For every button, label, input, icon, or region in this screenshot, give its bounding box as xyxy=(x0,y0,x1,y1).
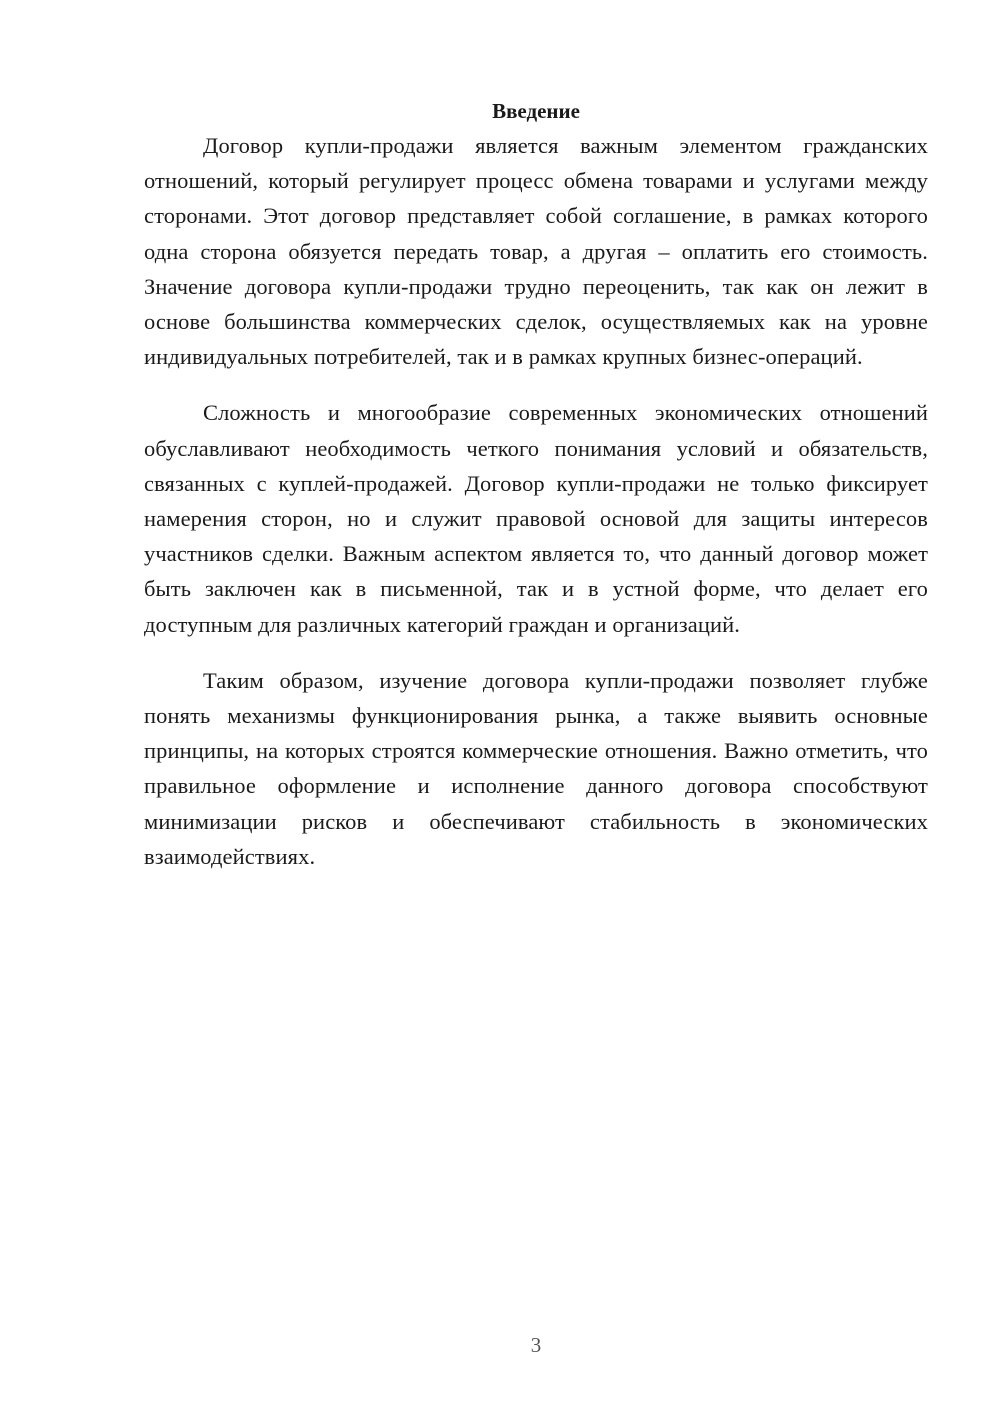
section-title: Введение xyxy=(492,99,580,123)
document-body xyxy=(144,94,928,874)
paragraph-2: Сложность и многообразие современных экономических отношений обуславливают необходимость четкого понимания условий и обязательств, связанных с куплей-продажей. Договор купли-продажи не только фиксирует намерения сторон, но и служит правовой основой для защиты интересов участников сделки. Важным аспектом является то, что данный договор может быть заключен как в письменной, так и в устной форме, что делает его доступным для различных категорий граждан и организаций. xyxy=(144,400,928,637)
page-number: 3 xyxy=(530,1333,542,1357)
paragraph-3: Таким образом, изучение договора купли-продажи позволяет глубже понять механизмы функционирования рынка, а также выявить основные принципы, на которых строятся коммерческие отношения. Важно отметить, что правильное оформление и исполнение данного договора способствуют минимизации рисков и обеспечивают стабильность в экономических взаимодействиях. xyxy=(144,667,928,869)
paragraph-1: Договор купли-продажи является важным элементом гражданских отношений, который регулирует процесс обмена товарами и услугами между сторонами. Этот договор представляет собой соглашение, в рамках которого одна сторона обязуется передать товар, а другая – оплатить его стоимость. Значение договора купли-продажи трудно переоценить, так как он лежит в основе большинства коммерческих сделок, осуществляемых как на уровне индивидуальных потребителей, так и в рамках крупных бизнес-операций. xyxy=(144,133,928,370)
